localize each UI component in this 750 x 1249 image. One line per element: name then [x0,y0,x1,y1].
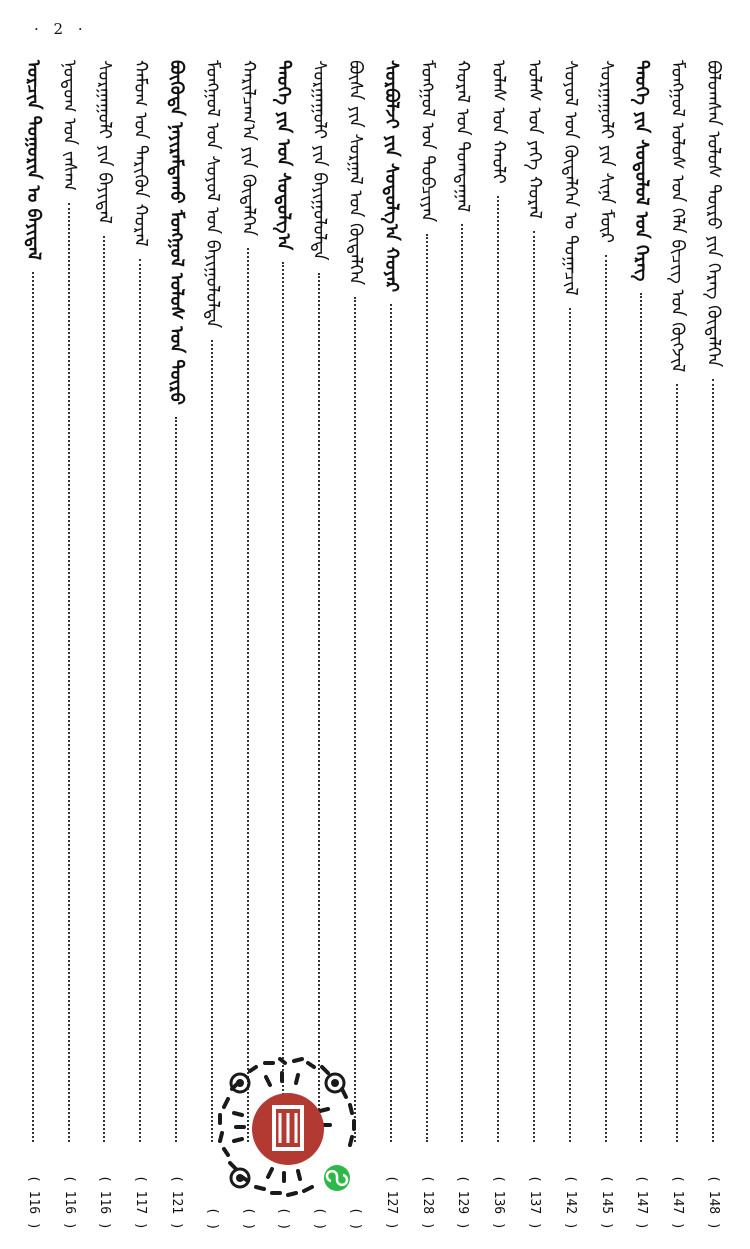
toc-entry[interactable] [125,60,155,1230]
toc-leader-dots [569,308,571,1142]
toc-leader-dots [247,248,249,1142]
toc-entry-page: ( ) [276,1206,291,1230]
toc-leader-dots [175,417,177,1142]
toc-entry-page: ( ) [348,1206,363,1230]
toc-entry[interactable] [483,60,513,1230]
toc-entry[interactable] [662,60,692,1230]
toc-leader-dots [712,379,714,1142]
toc-entry[interactable] [54,60,84,1230]
toc-entry-page: ( ) [312,1206,327,1230]
toc-entry[interactable] [626,60,656,1230]
toc-leader-dots [640,293,642,1142]
toc-entry-page: ( 121 ) [169,1175,184,1230]
toc-entry[interactable] [555,60,585,1230]
toc-leader-dots [354,297,356,1142]
toc-entry-title: ᠬᠠᠷᠢᠯᠴᠠᠭ᠎ᠠ ᠶᠢᠨ ᠬᠥᠳᠡᠯᠭᠡᠨ [238,60,259,237]
toc-entry-page: ( 129 ) [455,1175,470,1230]
toc-entry-page: ( 127 ) [384,1175,399,1230]
toc-entry-page: ( ) [241,1206,256,1230]
toc-entry-page: ( 116 ) [97,1175,112,1230]
qr-code-icon [210,1053,365,1208]
toc-entry-page: ( 116 ) [26,1175,41,1230]
toc-entry-page: ( 137 ) [527,1175,542,1230]
toc-entry-title: ᠮᠣᠩᠭᠣᠯ ᠤᠨ ᠲᠣᠪᠴᠢᠶᠠᠨ [417,60,438,223]
toc-entry-title: ᠪᠦᠭᠦᠳᠡ ᠨᠠᠶᠢᠷᠠᠮᠳᠠᠬᠤ ᠮᠣᠩᠭᠣᠯ ᠤᠯᠤᠰ ᠤᠨ ᠲᠦᠷᠦ [166,60,187,405]
toc-entry[interactable] [161,60,191,1230]
toc-entry-page: ( 147 ) [634,1175,649,1230]
toc-entry-title: ᠮᠣᠩᠭᠣᠯ ᠤᠯᠤᠰ ᠤᠨ ᠬᠡᠯᠡ ᠪᠢᠴᠢᠭ ᠤᠨ ᠬᠥᠭᠵᠢᠯ [667,60,688,373]
toc-leader-dots [497,196,499,1142]
toc-entry[interactable] [519,60,549,1230]
toc-leader-dots [533,231,535,1142]
toc-leader-dots [426,234,428,1142]
toc-entry-page: ( ) [205,1206,220,1230]
toc-entry-page: ( 148 ) [706,1175,721,1230]
toc-leader-dots [211,340,213,1142]
toc-leader-dots [139,259,141,1142]
toc-entry-page: ( 116 ) [62,1175,77,1230]
toc-leader-dots [32,272,34,1142]
toc-entry-title: ᠲᠡᠦᠬᠡ ᠶᠢᠨ ᠤᠨ ᠰᠤᠳᠤᠯᠭ᠎ᠠ [273,60,294,251]
toc-leader-dots [390,304,392,1142]
toc-entry-page: ( 117 ) [133,1175,148,1230]
toc-leader-dots [68,203,70,1142]
toc-entry-title: ᠰᠣᠶᠤᠯ ᠤᠨ ᠬᠥᠳᠡᠯᠭᠡᠨ ᠤ ᠲᠣᠭᠠᠴᠢᠯ [560,60,581,296]
toc-entry-title: ᠮᠣᠩᠭᠣᠯ ᠤᠨ ᠰᠣᠶᠤᠯ ᠤᠨ ᠪᠠᠶᠢᠭᠤᠯᠤᠯᠲᠠ [202,60,223,329]
toc-entry-title: ᠬᠤᠷᠠᠯ ᠤᠨ ᠲᠣᠭᠲᠠᠭᠠᠯ [452,60,473,213]
toc-entry-title: ᠤᠯᠠᠰ ᠤᠨ ᠶᠡᠬᠡ ᠬᠤᠷᠠᠯ [524,60,545,219]
toc-entry-title: ᠣᠷᠴᠢᠨ ᠲᠣᠭᠣᠷᠢᠨ ᠤ ᠪᠠᠶᠢᠳᠠᠯ [23,60,44,261]
toc-entry-page: ( 136 ) [491,1175,506,1230]
toc-entry[interactable] [591,60,621,1230]
toc-entry-title: ᠬᠠᠮᠤᠭ ᠤᠨ ᠲᠡᠷᠢᠭᠦᠨ ᠬᠤᠷᠠᠯ [130,60,151,247]
toc-entry[interactable] [376,60,406,1230]
toc-entry-title: ᠨᠤᠲᠤᠭ ᠤᠨ ᠵᠠᠰᠠᠭ [59,60,80,191]
toc-entry-title: ᠰᠤᠷᠭᠠᠭᠤᠯᠢ ᠶᠢᠨ ᠰᠢᠨᠡ ᠮᠥᠷ [596,60,617,244]
toc-entry-title: ᠰᠤᠷᠭᠠᠭᠤᠯᠢ ᠶᠢᠨ ᠪᠠᠶᠢᠳᠠᠯ [94,60,115,224]
toc-leader-dots [605,255,607,1142]
toc-entry-page: ( 147 ) [670,1175,685,1230]
mini-program-code[interactable] [210,1053,365,1208]
toc-entry-page: ( 142 ) [563,1175,578,1230]
toc-entry[interactable] [698,60,728,1230]
toc-leader-dots [282,262,284,1142]
toc-entry[interactable] [18,60,48,1230]
toc-leader-dots [318,273,320,1142]
toc-entry-page: ( 128 ) [420,1175,435,1230]
toc-entry[interactable] [447,60,477,1230]
toc-leader-dots [461,224,463,1142]
toc-leader-dots [676,384,678,1142]
toc-entry-title: ᠰᠤᠷᠪᠤᠯᠵᠢ ᠶᠢᠨ ᠰᠤᠳᠤᠯᠭ᠎ᠠ ᠬᠣᠶᠠᠷ [381,60,402,293]
toc-entry-page: ( 145 ) [599,1175,614,1230]
toc-entry[interactable] [412,60,442,1230]
toc-entry-title: ᠲᠡᠦᠬᠡ ᠶᠢᠨ ᠰᠤᠳᠤᠯᠤᠯ ᠤᠨ ᠬᠡᠷᠡᠭ [631,60,652,282]
toc-entry-title: ᠪᠦᠰᠡ ᠶᠢᠨ ᠰᠤᠷᠭᠠᠯ ᠤᠨ ᠬᠥᠳᠡᠯᠭᠡᠨ [345,60,366,286]
toc-leader-dots [103,236,105,1142]
page-number: · 2 · [34,20,88,38]
toc-entry-title: ᠤᠯᠠᠰ ᠤᠨ ᠬᠠᠤᠯᠢ [488,60,509,184]
toc-entry-title: ᠪᠣᠯᠤᠭᠰᠠᠨ ᠤᠯᠤᠰ ᠲᠦᠷᠦ ᠶᠢᠨ ᠬᠡᠷᠡᠭ ᠬᠥᠳᠡᠯᠭᠡᠨ [703,60,724,368]
toc-entry-title: ᠰᠤᠷᠭᠠᠭᠤᠯᠢ ᠶᠢᠨ ᠪᠠᠶᠢᠭᠤᠯᠤᠯᠲᠠ [309,60,330,261]
toc-entry[interactable] [89,60,119,1230]
